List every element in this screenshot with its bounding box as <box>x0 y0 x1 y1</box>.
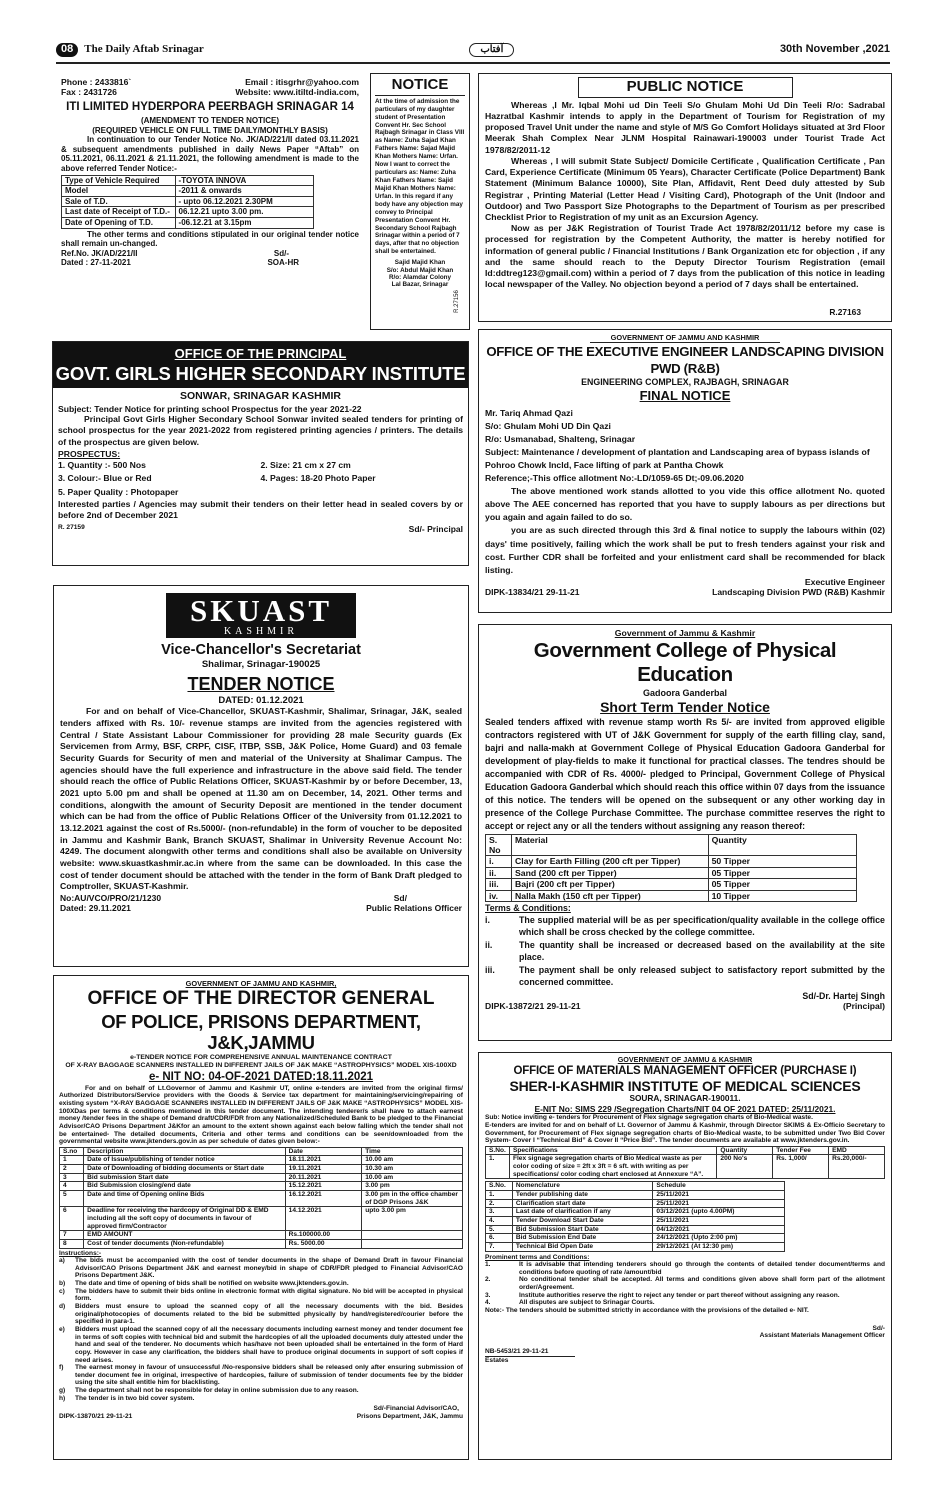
skims-estates: Estates <box>485 1356 509 1364</box>
skuast-logo-sub: KASHMIR <box>223 626 299 637</box>
principal-notice <box>52 341 469 566</box>
table-row <box>60 1239 463 1248</box>
public-notice-p3: Now as per J&K Registration of Tourist Trade Act 1978/82/2011/12 before my case is processed for registration by the Competent Authority, the matter is hereby notified for information of general public / Financial Institutions / Bank Organization etc for objection , if any and the same should reach to the Deputy Director Tourism Registration (email Id:ddtreg123@gmail.com) within a period of 7 days from the publication of this notice in leading local newspaper of the Valley. No objection beyond a period of 7 days shall be entertained. <box>485 223 885 290</box>
instruction-text: The earnest money in favour of unsuccessful /No-responsive bidders shall be released only after ensuring submission of tender document fee in original, irrespective of hardcopies, failure of submission of tender documents fee by the bidder using the site shall entitle him for blacklisting. <box>75 1364 463 1387</box>
instruction-marker: e) <box>59 1325 65 1333</box>
gcpe-table <box>485 834 857 903</box>
condition-text: The quantity shall be increased or decreased based on the availability at the site place. <box>519 939 885 963</box>
table-row <box>62 217 314 228</box>
table-cell: 5. <box>486 1225 513 1234</box>
skuast-title: TENDER NOTICE <box>187 673 335 694</box>
table-cell: Technical Bid Open Date <box>512 1242 653 1251</box>
table-cell: 200 No's <box>717 1155 773 1179</box>
public-notice-ref: R.27163 <box>829 306 861 317</box>
table-cell: 2 <box>60 1165 84 1174</box>
instruction-marker: b) <box>59 1280 66 1288</box>
gcpe-terms-title: Terms & Conditions: <box>485 903 571 914</box>
skuast-office: Vice-Chancellor's Secretariat <box>161 642 361 658</box>
instruction <box>59 1395 463 1403</box>
small-notice-body: At the time of admission the particulars of my daughter student of Presentation Convent Hr. Sec School Rajbagh Srinagar in Class VIII as Name: Zuha Sajad Khan Fathers Name: Sajad Majid Khan Mothers Name: Urfan. Now I want to correct the particulars as: Name: Zuha Khan Fathers Name: Sajid Majid Khan Mothers Name: Urfan. In this regard if any body have any objection may convey to Principal Presentation Convent Hr. Secondary School Rajbagh Srinagar within a period of 7 days, after that no objection shall be entertained. <box>375 97 465 256</box>
table-cell: 7. <box>486 1242 513 1251</box>
landscaping-sig2: Landscaping Division PWD (R&B) Kashmir <box>712 587 885 598</box>
table-cell: Date of Issue/publishing of tender notice <box>84 1156 286 1165</box>
gcpe-dipk: DIPK-13872/21 29-11-21 <box>485 1001 581 1012</box>
prisons-sig: Sd/-Financial Advisor/CAO, <box>373 1405 459 1413</box>
gcpe-title: Government College of Physical Education <box>533 638 837 687</box>
prisons-instructions: Instructions:- <box>59 1249 102 1257</box>
table-header-cell: Quantity <box>708 834 856 856</box>
instruction-text: Bidders must upload the scanned copy of all the necessary documents including earnest money and tender document fee in terms of soft copies with technical bid and submit the hardcopies of all the uploaded documents duly attested under the hand and seal of the tenderer. No documents which has/have not been uploaded shall be entertained in the form of Hard copy. However in case any clarification, the bidders shall have to produce original documents in support of soft copies if need arises. <box>75 1325 463 1364</box>
table-cell: 6 <box>60 1207 84 1231</box>
skims-sig: Assistant Materials Management Officer <box>759 1332 885 1340</box>
table-header-cell: Nomenclature <box>512 1182 653 1191</box>
prisons-notice <box>53 975 469 1460</box>
skuast-logo <box>166 593 356 638</box>
table-row <box>486 856 857 867</box>
table-row <box>486 1208 785 1217</box>
skims-title2: SHER-I-KASHMIR INSTITUTE OF MEDICAL SCIENCES <box>509 1077 861 1094</box>
table-cell: 16.12.2021 <box>285 1191 362 1207</box>
prospectus-item: 1. Quantity :- 500 Nos <box>58 459 146 470</box>
skims-notice <box>478 1052 892 1460</box>
table-cell: 3.00 pm in the office chamber of DGP Prisons J&K <box>362 1191 463 1207</box>
table-cell: 25/11/2021 <box>653 1216 785 1225</box>
table-row <box>486 1225 785 1234</box>
issue-date: 30th November ,2021 <box>779 43 890 56</box>
skims-title1: OFFICE OF MATERIALS MANAGEMENT OFFICER (PURCHASE I) <box>513 1065 857 1078</box>
instruction-text: The bidders have to submit their bids online in electronic format with digital signature. No bid will be accepted in physical form. <box>75 1287 463 1303</box>
table-cell: 04/12/2021 <box>653 1225 785 1234</box>
skims-addr: SOURA, SRINAGAR-190011. <box>629 1093 741 1104</box>
table-cell: iv. <box>486 890 512 901</box>
term-marker: 4. <box>485 1299 491 1307</box>
table-cell: Sale of T.D. <box>62 196 176 207</box>
table-row <box>486 867 857 878</box>
table-cell: 05 Tipper <box>708 879 856 890</box>
table-header-cell: S. No <box>486 834 512 856</box>
page-number: 08 <box>56 43 78 57</box>
small-notice-signature <box>375 259 465 289</box>
table-cell: 10.30 am <box>362 1165 463 1174</box>
table-cell: - upto 06.12.2021 2.30PM <box>175 196 314 207</box>
iti-amendment: (AMENDMENT TO TENDER NOTICE) <box>140 116 280 125</box>
prisons-govt: GOVERNMENT OF JAMMU AND KASHMIR, <box>185 979 337 988</box>
term <box>485 1261 885 1276</box>
signature-line: R/o: Alamdar Colony <box>388 274 452 282</box>
table-row <box>62 207 314 218</box>
table-cell: 19.11.2021 <box>285 1165 362 1174</box>
iti-table <box>61 175 314 229</box>
iti-fax: Fax : 2431726 <box>61 87 117 98</box>
table-cell: 6. <box>486 1234 513 1243</box>
landscaping-sig1: Executive Engineer <box>804 576 885 587</box>
table-cell: upto 3.00 pm <box>362 1207 463 1231</box>
table-cell: 25/11/2021 <box>653 1199 785 1208</box>
table-cell: Date of Downloading of bidding documents or Start date <box>84 1165 286 1174</box>
instruction <box>59 1387 463 1395</box>
prisons-title1: OFFICE OF THE DIRECTOR GENERAL <box>87 988 435 1010</box>
table-cell: 05 Tipper <box>708 867 856 878</box>
instruction <box>59 1364 463 1387</box>
table-cell: Tender publishing date <box>512 1191 653 1200</box>
table-cell: 3 <box>60 1173 84 1182</box>
table-cell: Bid Submission closing/end date <box>84 1182 286 1191</box>
table-cell: Model <box>62 186 176 197</box>
addressee-line: Mr. Tariq Ahmad Qazi <box>485 408 573 419</box>
table-cell: Bid Submission End Date <box>512 1234 653 1243</box>
table-cell: Clarification start date <box>512 1199 653 1208</box>
principal-footer: Interested parties / Agencies may submit their tenders on their letter head in sealed covers by or before 2nd of December 2021 <box>58 498 463 521</box>
iti-footer: The other terms and conditions stipulated in our original tender notice shall remain un-changed. <box>61 229 359 249</box>
gcpe-conditions <box>485 914 885 989</box>
table-header-cell: S.No. <box>486 1146 510 1155</box>
table-cell: 15.12.2021 <box>285 1182 362 1191</box>
instruction-text: The tender is in two bid cover system. <box>75 1394 195 1402</box>
skims-govt: GOVERNMENT OF JAMMU & KASHMIR <box>617 1055 753 1064</box>
instruction-text: The date and time of opening of bids shall be notified on website www.jktenders.gov.in. <box>75 1280 349 1288</box>
table-row <box>60 1165 463 1174</box>
instruction <box>59 1326 463 1364</box>
table-cell: 4. <box>486 1216 513 1225</box>
term-text: All disputes are subject to Srinagar Courts. <box>519 1299 655 1307</box>
table-cell: Last date of clarification if any <box>512 1208 653 1217</box>
table-cell: Date and time of Opening online Bids <box>84 1191 286 1207</box>
skims-body: E-tenders are invited for and on behalf of Lt. Governor of Jammu & Kashmir, through Director SKIMS & Ex-Officio Secretary to Government, for Procurement of Flex signage segregation charts of Bio-Medical waste, to be submitted under Two Bid Cover System- Cover I “Technical Bid” & Cover II “Price Bid”. The tender documents are available at www.jktenders.gov.in. <box>485 1121 885 1145</box>
table-row <box>486 1216 785 1225</box>
term-text: Institute authorities reserve the right to reject any tender or part thereof without assigning any reason. <box>519 1291 840 1299</box>
prospectus-item: 4. Pages: 18-20 Photo Paper <box>260 473 376 484</box>
condition-marker: i. <box>485 914 490 925</box>
iti-required: (REQUIRED VEHICLE ON FULL TIME DAILY/MONTHLY BASIS) <box>92 125 328 135</box>
table-header-cell: Description <box>84 1147 286 1156</box>
public-notice <box>478 73 892 322</box>
prisons-sub: e-TENDER NOTICE FOR COMPREHENSIVE ANNUAL MAINTENANCE CONTRACT <box>130 1054 392 1062</box>
table-cell: 1. <box>486 1155 510 1179</box>
gcpe-principal: (Principal) <box>842 1001 885 1012</box>
iti-email: Email : itisgrhr@yahoo.com <box>245 77 359 87</box>
prisons-sub2: OF X-RAY BAGGAGE SCANNERS INSTALLED IN DIFFERENT JAILS OF J&K MAKE “ASTROPHYSICS” MODEL XIS-100XD <box>65 1062 457 1070</box>
prospectus-item: 3. Colour:- Blue or Red <box>58 473 152 484</box>
skims-sub: Sub: Notice inviting e- tenders for Procurement of Flex signage segregation charts of Bio-Medical waste. <box>485 1114 813 1122</box>
instruction <box>59 1257 463 1280</box>
table-cell: 18.11.2021 <box>285 1156 362 1165</box>
skuast-body: For and on behalf of Vice-Chancellor, SKUAST-Kashmir, Shalimar, Srinagar, J&K, sealed tenders affixed with Rs. 10/- revenue stamps are invited from the agencies registered with Central / State Assistant Labour Commissioner for providing 28 male Security guards (Ex Servicemen from Army, BSF, CRPF, CISF, ITBP, SSB, J&K Police, Home Guard) and 03 female Security Guards for Security of men and material of the University at Shalimar Campus. The agencies should have the full experience and infrastructure in the above said field. The tender should reach the office of Public Relations Officer, SKUAST-Kashmir by or before December, 13, 2021 upto 5.00 pm and shall be opened at 11.30 am on December, 14, 2021. Other terms and conditions, alongwith the amount of Security Deposit are mentioned in the tender document which can be had from the office of Public Relations Officer of the University from 01.12.2021 to 13.12.2021 against the cost of Rs.5000/- (non-refundable) in the form of voucher to be deposited in Jammu and Kashmir Bank, Branch SKUAST, Shalimar in University Revenue Account No: 4249. The document alongwith other terms and conditions shall also be available on University website: www.skuastkashmir.ac.in where from the same can be downloaded. In this case the cost of tender document should be attached with the tender in the form of Bank Draft pledged to Comptroller, SKUAST-Kashmir. <box>60 706 462 892</box>
table-header-cell: S.no <box>60 1147 84 1156</box>
skims-nit: E-NIT No: SIMS 229 /Segregation Charts/NIT 04 OF 2021 DATED: 25/11/2021. <box>534 1104 836 1115</box>
table-cell: 7 <box>60 1231 84 1240</box>
paper-name: The Daily Aftab Srinagar <box>84 43 204 56</box>
instruction-marker: d) <box>59 1303 66 1311</box>
condition <box>485 939 885 964</box>
term <box>485 1292 885 1300</box>
table-cell: 14.12.2021 <box>285 1207 362 1231</box>
principal-addr: SONWAR, SRINAGAR KASHMIR <box>179 390 341 403</box>
skims-schedule-table <box>485 1181 785 1251</box>
table-row <box>486 1191 785 1200</box>
table-cell: 3.00 pm <box>362 1182 463 1191</box>
table-cell: 10.00 am <box>362 1156 463 1165</box>
principal-title: GOVT. GIRLS HIGHER SECONDARY INSTITUTE <box>55 363 466 385</box>
addressee-line: R/o: Usmanabad, Shalteng, Srinagar <box>485 434 636 445</box>
table-header-cell: Date <box>285 1147 362 1156</box>
table-header-cell: Time <box>362 1147 463 1156</box>
table-cell: -06.12.21 at 3.15pm <box>175 217 314 228</box>
table-cell: Rs.20,000/- <box>829 1155 885 1179</box>
skuast-pro: Public Relations Officer <box>366 903 462 914</box>
table-cell: 4 <box>60 1182 84 1191</box>
table-cell: iii. <box>486 879 512 890</box>
table-header-cell: Material <box>511 834 708 856</box>
table-header-cell: Schedule <box>653 1182 785 1191</box>
instruction-text: The bids must be accompanied with the cost of tender documents in the shape of Demand Draft in favour Financial Advisor/CAO Prisons Department J&K and earnest money/bid in shape of CDR/FDR pledged to Financial Advisor/CAO Prisons Department J&K. <box>75 1257 463 1280</box>
landscaping-addressee <box>485 407 885 485</box>
addressee-line: Subject: Maintenance / development of plantation and Landscaping area of bypass islands of Pohroo Chowk Incld, Face lifting of park at Pantha Chowk <box>485 447 870 471</box>
landscaping-title: OFFICE OF THE EXECUTIVE ENGINEER LANDSCAPING DIVISION PWD (R&B) <box>486 344 884 376</box>
signature-line: Lal Bazar, Srinagar <box>391 281 449 289</box>
iti-website: Website: www.itiltd-india.com, <box>235 87 359 98</box>
table-row <box>60 1182 463 1191</box>
table-cell: Deadline for receiving the hardcopy of Original DD & EMD including all the soft copy of documents in favour of approved firm/Contractor <box>84 1207 286 1231</box>
skuast-sd: Sd/ <box>393 892 407 903</box>
table-cell: 2. <box>486 1199 513 1208</box>
landscaping-p2: you are as such directed through this 3rd & final notice to supply the labours within (02) days' time positively, failing which the work shall be put to fresh tenders against your risk and cost. Further CDR shall be forfeited and your enlistment card shall be recommended for black listing. <box>485 525 885 575</box>
skuast-dated2: Dated: 29.11.2021 <box>60 903 131 914</box>
signature-line: Sajid Majid Khan <box>394 259 446 267</box>
table-cell: 29/12/2021 (At 12:30 pm) <box>653 1242 785 1251</box>
instruction-marker: h) <box>59 1394 66 1402</box>
table-cell: Sand (200 cft per Tipper) <box>511 867 708 878</box>
table-row <box>486 879 857 890</box>
table-cell: Rs. 1,000/ <box>773 1155 829 1179</box>
table-cell: 1 <box>60 1156 84 1165</box>
skuast-addr: Shalimar, Srinagar-190025 <box>201 659 321 671</box>
masthead-rule <box>56 62 890 64</box>
table-row <box>486 1242 785 1251</box>
instruction-text: Bidders must ensure to upload the scanned copy of all the necessary documents with the bid. Besides original/photocopies of documents related to the bid be submitted physically by hand/registered/courier before the specified in para-1. <box>75 1303 463 1326</box>
table-cell <box>362 1231 463 1240</box>
table-header-cell: Tender Fee <box>773 1146 829 1155</box>
skuast-no: No:AU/VCO/PRO/21/1230 <box>60 892 162 903</box>
table-cell: 8 <box>60 1239 84 1248</box>
condition-marker: iii. <box>485 964 495 975</box>
table-header-cell: Specifications <box>509 1146 716 1155</box>
paper-logo: آفتاب <box>469 43 514 58</box>
table-row <box>60 1191 463 1207</box>
signature-line: S/o: Abdul Majid Khan <box>386 266 454 274</box>
skuast-notice <box>53 585 469 967</box>
iti-dated: Dated : 27-11-2021 <box>61 258 131 268</box>
small-notice-ref: R.27156 <box>454 290 461 313</box>
table-cell: Clay for Earth Filling (200 cft per Tipper) <box>511 856 708 867</box>
skuast-logo-text: SKUAST <box>189 593 333 628</box>
table-row <box>62 175 314 186</box>
prospectus-list <box>58 459 463 499</box>
addressee-line: Reference;-This office allotment No:-LD/1059-65 Dt;-09.06.2020 <box>485 473 744 484</box>
gcpe-notice <box>478 624 892 1041</box>
instruction-text: The department shall not be responsible for delay in online submission due to any reason. <box>75 1387 359 1395</box>
term-marker: 3. <box>485 1291 491 1299</box>
table-cell: 3. <box>486 1208 513 1217</box>
principal-body: Principal Govt Girls Higher Secondary School Sonwar invited sealed tenders for printing of school prospectus for the year 2021-2022 from registered printing agencies / printers. The details of the prospectus are given below. <box>58 413 463 447</box>
table-row <box>60 1207 463 1231</box>
table-row <box>60 1231 463 1240</box>
landscaping-sub: ENGINEERING COMPLEX, RAJBAGH, SRINAGAR <box>581 377 789 388</box>
table-cell: 24/12/2021 (Upto 2:00 pm) <box>653 1234 785 1243</box>
term <box>485 1299 885 1307</box>
skuast-dated: DATED: 01.12.2021 <box>218 695 304 707</box>
prisons-instruction-list <box>59 1257 463 1402</box>
table-cell: 50 Tipper <box>708 856 856 867</box>
term-text: It is advisable that intending tenderers should go through the contents of detailed tender document/terms and conditions before quoting of rate /amount/bid <box>519 1261 885 1276</box>
iti-sd: Sd/- <box>273 248 289 258</box>
iti-ref: Ref.No. JK/AD/221/II <box>61 248 138 258</box>
gcpe-govt: Government of Jammu & Kashmir <box>614 628 756 638</box>
table-cell: -TOYOTA INNOVA <box>175 175 314 186</box>
table-cell: Bid Submission Start Date <box>512 1225 653 1234</box>
prisons-sig2: Prisons Department, J&K, Jammu <box>356 1412 463 1420</box>
principal-header <box>53 342 468 388</box>
table-cell: Bid submission Start date <box>84 1173 286 1182</box>
instruction <box>59 1288 463 1303</box>
skims-prominent: Prominent terms and Conditions: <box>485 1253 590 1261</box>
term-marker: 1. <box>485 1261 491 1269</box>
table-cell <box>362 1239 463 1248</box>
term <box>485 1276 885 1291</box>
condition-text: The payment shall be only released subject to satisfactory report submitted by the concerned committee. <box>519 964 885 988</box>
small-notice-title: NOTICE <box>375 76 465 96</box>
table-row <box>62 196 314 207</box>
skims-terms <box>485 1261 885 1307</box>
condition <box>485 964 885 989</box>
table-cell: Type of Vehicle Required <box>62 175 176 186</box>
public-notice-p1: Whereas ,I Mr. Iqbal Mohi ud Din Teeli S/o Ghulam Mohi Ud Din Teeli R/o: Sadrabal Hazratbal Kashmir intends to apply in the Department of Tourism for Registration of my proposed Travel Unit under the name and style of M/S Go Comfort Holidays situated at 3rd Floor Meerak Shah Complex Near JLNM Hospital Rainawari-190003 under Tourist Trade Act 1978/82/2011-12 <box>485 99 885 155</box>
table-cell: i. <box>486 856 512 867</box>
table-cell: Tender Download Start Date <box>512 1216 653 1225</box>
condition-text: The supplied material will be as per specification/quality available in the college office which shall be cross checked by the college committee. <box>519 914 885 938</box>
prisons-dipk: DIPK-13870/21 29-11-21 <box>59 1412 133 1420</box>
table-cell: 10.00 am <box>362 1173 463 1182</box>
instruction-marker: a) <box>59 1257 65 1265</box>
iti-phone: Phone : 2433816` <box>61 77 132 87</box>
table-header-cell: S.No. <box>486 1182 513 1191</box>
term-marker: 2. <box>485 1276 491 1284</box>
table-cell: -2011 & onwards <box>175 186 314 197</box>
public-notice-p2: Whereas , I will submit State Subject/ Domicile Certificate , Qualification Certificate , Pan Card, Experience Certificate (Minimum 05 Years), Character Certificate (Police Department) Bank Statement (Minimum Balance 10000), Site Plan, Affidavit, Rent Deed duly attested by Sub Registrar , Printing Material (Letter Head / Visiting Card), Photograph of the Unit (Indoor and Outdoor) and Two Passport Size Photographs to the Department of Tourism as per prescribed Checklist Prior to Registration of my unit as an Excursion Agency. <box>485 155 885 222</box>
gcpe-body: Sealed tenders affixed with revenue stamp worth Rs 5/- are invited from approved eligible contractors registered with UT of J&K Government for supply of the earth filling clay, sand, bajri and nalla-makh at Government College of Physical Education Gadoora Ganderbal for development of play-fields to make it functional for practical classes. The tendres should be accompanied with CDR of Rs. 4000/- pledged to Principal, Government College of Physical Education Gadoora Ganderbal which should reach this office within 07 days from the issuance of this notice. The tenders will be opened on the subsequent or any other working day in presence of the College Purchase Committee. The purchase committee reserves the right to accept or reject any or all the tenders without assigning any reason thereof: <box>485 717 885 831</box>
instruction-marker: f) <box>59 1364 64 1372</box>
condition-marker: ii. <box>485 939 493 950</box>
skims-sd: Sd/- <box>872 1324 885 1332</box>
principal-ref: R. 27159 <box>58 524 85 532</box>
prisons-nit: e- NIT NO: 04-OF-2021 DATED:18.11.2021 <box>148 1071 374 1084</box>
landscaping-notice <box>478 329 892 613</box>
principal-subject: Subject: Tender Notice for printing school Prospectus for the year 2021-22 <box>58 403 362 414</box>
iti-title: ITI LIMITED HYDERPORA PEERBAGH SRINAGAR 14 <box>66 100 354 113</box>
table-cell: Bajri (200 cft per Tipper) <box>511 879 708 890</box>
table-cell: 10 Tipper <box>708 890 856 901</box>
table-cell: Date of Opening of T.D. <box>62 217 176 228</box>
table-row <box>62 186 314 197</box>
principal-prospectus: PROSPECTUS: <box>58 448 121 459</box>
condition <box>485 914 885 939</box>
table-cell: Flex signage segregation charts of Bio Medical waste as per color coding of size = 2ft x 3ft = 6 sft. with writing as per specifications/ color coding chart enclosed at Annexure “A”. <box>509 1155 716 1179</box>
instruction <box>59 1303 463 1326</box>
table-row <box>60 1156 463 1165</box>
skims-spec-table <box>485 1146 885 1180</box>
table-row <box>486 890 857 901</box>
table-cell: 03/12/2021 (upto 4.00PM) <box>653 1208 785 1217</box>
gcpe-sig: Sd/-Dr. Hartej Singh <box>802 990 885 1001</box>
table-cell: Cost of tender documents (Non-refundable) <box>84 1239 286 1248</box>
table-row <box>60 1173 463 1182</box>
prospectus-item: 5. Paper Quality : Photopaper <box>58 486 179 497</box>
prisons-schedule <box>59 1147 463 1249</box>
table-cell: Last date of Receipt of T.D.- <box>62 207 176 218</box>
term-text: No conditional tender shall be accepted. All terms and conditions given above shall form part of the allotment order/Agreement. <box>519 1276 885 1292</box>
principal-office: OFFICE OF THE PRINCIPAL <box>174 346 347 361</box>
small-notice <box>370 73 470 330</box>
addressee-line: S/o: Ghulam Mohi UD Din Qazi <box>485 421 611 432</box>
table-cell: 20.11.2021 <box>285 1173 362 1182</box>
landscaping-final: FINAL NOTICE <box>639 387 731 403</box>
table-cell: Rs.100000.00 <box>285 1231 362 1240</box>
prisons-title2: OF POLICE, PRISONS DEPARTMENT, J&K,JAMMU <box>101 1010 421 1054</box>
table-row <box>486 1199 785 1208</box>
table-cell: Nalla Makh (150 cft per Tipper) <box>511 890 708 901</box>
masthead <box>56 42 890 58</box>
table-header-cell: EMD <box>829 1146 885 1155</box>
prospectus-item: 2. Size: 21 cm x 27 cm <box>260 459 351 470</box>
table-cell: 1. <box>486 1191 513 1200</box>
table-cell: EMD AMOUNT <box>84 1231 286 1240</box>
skims-nb: NB-5453/21 29-11-21 <box>485 1348 575 1357</box>
prisons-body: For and on behalf of Lt.Governor of Jammu and Kashmir UT, online e-tenders are invited from the original firms/ Authorized Distributors/Service providers with the Goods & Service tax department for maintaining/servicing/repairing of existing system “X-RAY BAGGAGE SCANNERS INSTALLED IN DIFFERENT JAILS OF J&K MAKE “ASTROPHYSICS” MODEL XIS-100XDas per terms & conditions mentioned in this tender document. The intending tenderer/s shall have to attach earnest money /tender fees in the shape of Demand draft/CDR/FDR from any Nationalized/Scheduled Bank to be pledged to the Financial Advisor/CAO Prisons Department J&Kfor an amount to the extent shown against each below falling which the tender shall not be entertained- The detailed documents, Criteria and other terms and conditions can be seen/downloaded from the governmental website www.jktenders.gov.in as per schedule of dates given below:- <box>59 1084 463 1146</box>
instruction-marker: g) <box>59 1387 66 1395</box>
public-notice-title: PUBLIC NOTICE <box>578 77 793 98</box>
iti-body: In continuation to our Tender Notice No. JK/AD/221/II dated 03.11.2021 & subsequent amendments published in daily News Paper “Aftab” on 05.11.2021, 06.11.2021 & 21.11.2021, the following amendment is made to the above referred Tender Notice:- <box>61 135 359 173</box>
instruction <box>59 1280 463 1288</box>
table-header-cell: Quantity <box>717 1146 773 1155</box>
table-cell: Rs. 5000.00 <box>285 1239 362 1248</box>
landscaping-govt: GOVERNMENT OF JAMMU AND KASHMIR <box>590 333 780 343</box>
gcpe-sub: Gadoora Ganderbal <box>642 688 728 699</box>
gcpe-short: Short Term Tender Notice <box>600 698 770 715</box>
instruction-marker: c) <box>59 1287 65 1295</box>
landscaping-dipk: DIPK-13834/21 29-11-21 <box>485 587 580 598</box>
iti-notice <box>56 73 364 330</box>
iti-soa: SOA-HR <box>267 258 299 268</box>
skims-note: Note:- The tenders should be submitted strictly in accordance with the provisions of the detailed e- NIT. <box>485 1307 809 1315</box>
principal-sd: Sd/- Principal <box>408 524 463 535</box>
table-row <box>486 1234 785 1243</box>
table-cell: 5 <box>60 1191 84 1207</box>
table-cell: 06.12.21 upto 3.00 pm. <box>175 207 314 218</box>
table-cell: 25/11/2021 <box>653 1191 785 1200</box>
table-cell: ii. <box>486 867 512 878</box>
landscaping-p1: The above mentioned work stands allotted to you vide this office allotment No. quoted above The AEE concerned has reported that you have to supply labours as per directions but you again and again failed to do so. <box>485 486 885 523</box>
